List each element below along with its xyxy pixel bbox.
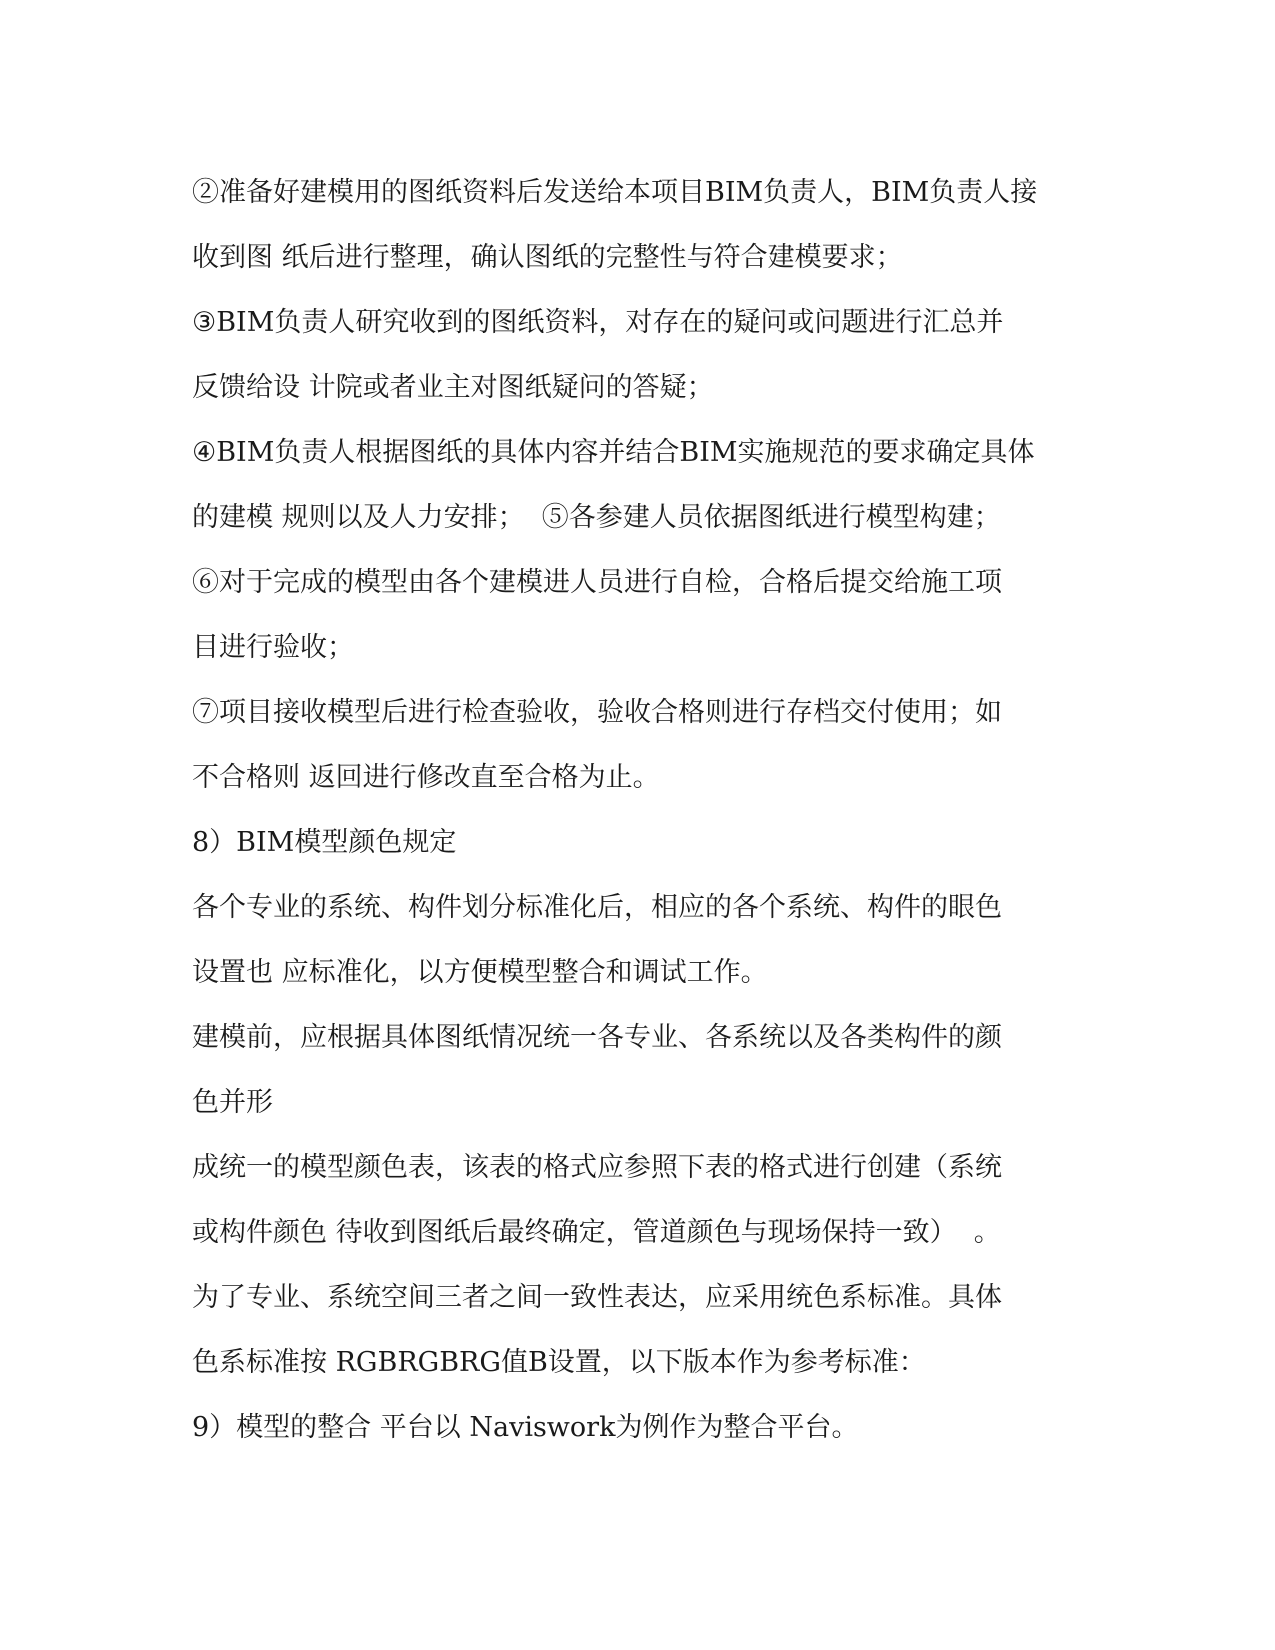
text-line: 成统一的模型颜色表，该表的格式应参照下表的格式进行创建（系统 <box>192 1152 1002 1183</box>
document-body <box>192 160 1072 1460</box>
text-line: ②准备好建模用的图纸资料后发送给本项目BIM负责人，BIM负责人接 <box>192 177 1038 208</box>
text-line: ④BIM负责人根据图纸的具体内容并结合BIM实施规范的要求确定具体 <box>192 437 1035 468</box>
text-line: 色并形 <box>192 1087 273 1118</box>
text-line: 不合格则 返回进行修改直至合格为止。 <box>192 762 660 793</box>
text-line: ⑦项目接收模型后进行检查验收，验收合格则进行存档交付使用；如 <box>192 697 1002 728</box>
text-line: 为了专业、系统空间三者之间一致性表达，应采用统色系标准。具体 <box>192 1282 1002 1313</box>
section-heading: 8）BIM模型颜色规定 <box>192 827 457 858</box>
text-line: 或构件颜色 待收到图纸后最终确定，管道颜色与现场保持一致） 。 <box>192 1217 1001 1248</box>
text-line: ⑥对于完成的模型由各个建模进人员进行自检，合格后提交给施工项 <box>192 567 1002 598</box>
text-line: 建模前，应根据具体图纸情况统一各专业、各系统以及各类构件的颜 <box>192 1022 1002 1053</box>
text-line: 色系标准按 RGBRGBRG值B设置，以下版本作为参考标准： <box>192 1347 926 1378</box>
text-line: ③BIM负责人研究收到的图纸资料，对存在的疑问或问题进行汇总并 <box>192 307 1004 338</box>
text-line: 反馈给设 计院或者业主对图纸疑问的答疑； <box>192 372 714 403</box>
text-line: 各个专业的系统、构件划分标准化后，相应的各个系统、构件的眼色 <box>192 892 1002 923</box>
text-line: 的建模 规则以及人力安排； ⑤各参建人员依据图纸进行模型构建； <box>192 502 1001 533</box>
section-heading: 9）模型的整合 平台以 Naviswork为例作为整合平台。 <box>192 1412 859 1443</box>
text-line: 收到图 纸后进行整理，确认图纸的完整性与符合建模要求； <box>192 242 903 273</box>
text-line: 设置也 应标准化，以方便模型整合和调试工作。 <box>192 957 768 988</box>
text-line: 目进行验收； <box>192 632 354 663</box>
